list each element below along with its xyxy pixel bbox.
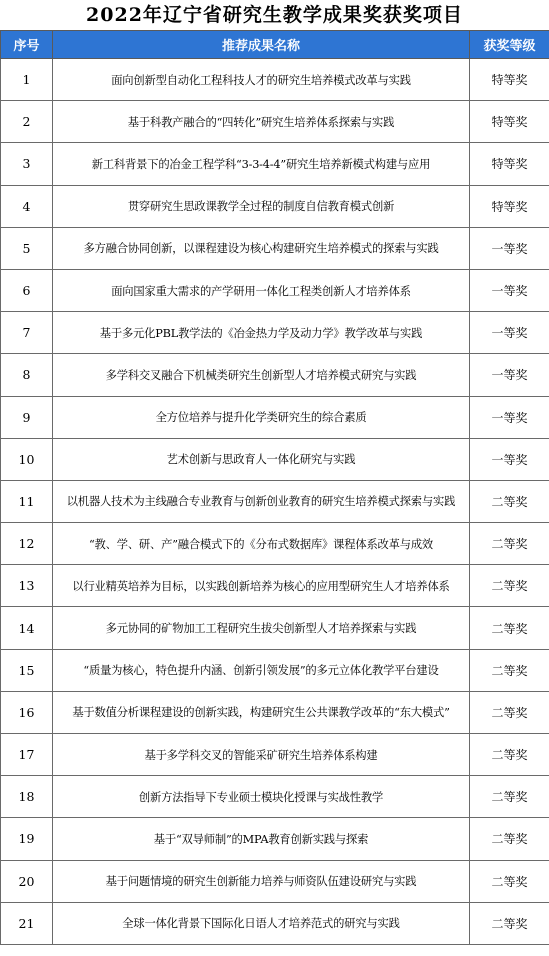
table-row — [1, 565, 549, 607]
row-name: 基于“双导师制”的MPA教育创新实践与探索 — [53, 818, 470, 860]
table-row — [1, 269, 549, 311]
row-name: 基于科教产融合的“四转化”研究生培养体系探索与实践 — [53, 101, 470, 143]
row-name: 多元协同的矿物加工工程研究生拔尖创新型人才培养探索与实践 — [53, 607, 470, 649]
row-level: 一等奖 — [470, 354, 549, 396]
row-number: 14 — [1, 607, 53, 649]
row-number: 6 — [1, 269, 53, 311]
row-name: 基于数值分析课程建设的创新实践，构建研究生公共课教学改革的“东大模式” — [53, 691, 470, 733]
row-number: 8 — [1, 354, 53, 396]
table-row — [1, 649, 549, 691]
row-level: 二等奖 — [470, 776, 549, 818]
row-name: 多学科交叉融合下机械类研究生创新型人才培养模式研究与实践 — [53, 354, 470, 396]
row-name: 全方位培养与提升化学类研究生的综合素质 — [53, 396, 470, 438]
row-level: 二等奖 — [470, 860, 549, 902]
row-level: 一等奖 — [470, 312, 549, 354]
header-level: 获奖等级 — [470, 31, 549, 59]
row-number: 7 — [1, 312, 53, 354]
table-row — [1, 101, 549, 143]
row-level: 特等奖 — [470, 185, 549, 227]
row-name: 创新方法指导下专业硕士模块化授课与实战性教学 — [53, 776, 470, 818]
table-row — [1, 438, 549, 480]
row-number: 20 — [1, 860, 53, 902]
header-no: 序号 — [1, 31, 53, 59]
table-row — [1, 185, 549, 227]
table-row — [1, 691, 549, 733]
table-row — [1, 902, 549, 944]
table-header-row — [1, 31, 549, 59]
row-number: 2 — [1, 101, 53, 143]
row-name: 基于多学科交叉的智能采矿研究生培养体系构建 — [53, 734, 470, 776]
row-level: 二等奖 — [470, 480, 549, 522]
table-row — [1, 523, 549, 565]
row-number: 10 — [1, 438, 53, 480]
row-number: 9 — [1, 396, 53, 438]
row-name: 贯穿研究生思政课教学全过程的制度自信教育模式创新 — [53, 185, 470, 227]
table-row — [1, 143, 549, 185]
table-row — [1, 480, 549, 522]
row-number: 17 — [1, 734, 53, 776]
row-level: 二等奖 — [470, 607, 549, 649]
row-level: 二等奖 — [470, 565, 549, 607]
row-name: “质量为核心，特色提升内涵、创新引领发展”的多元立体化教学平台建设 — [53, 649, 470, 691]
row-level: 一等奖 — [470, 269, 549, 311]
row-number: 15 — [1, 649, 53, 691]
row-name: 面向创新型自动化工程科技人才的研究生培养模式改革与实践 — [53, 59, 470, 101]
table-row — [1, 607, 549, 649]
table-row — [1, 227, 549, 269]
table-row — [1, 354, 549, 396]
row-number: 12 — [1, 523, 53, 565]
row-level: 二等奖 — [470, 734, 549, 776]
row-name: 面向国家重大需求的产学研用一体化工程类创新人才培养体系 — [53, 269, 470, 311]
row-level: 二等奖 — [470, 902, 549, 944]
table-row — [1, 59, 549, 101]
row-number: 13 — [1, 565, 53, 607]
table-row — [1, 396, 549, 438]
row-name: 以机器人技术为主线融合专业教育与创新创业教育的研究生培养模式探索与实践 — [53, 480, 470, 522]
row-number: 4 — [1, 185, 53, 227]
row-level: 二等奖 — [470, 691, 549, 733]
row-level: 特等奖 — [470, 59, 549, 101]
row-name: 多方融合协同创新，以课程建设为核心构建研究生培养模式的探索与实践 — [53, 227, 470, 269]
row-name: 新工科背景下的冶金工程学科“3-3-4-4”研究生培养新模式构建与应用 — [53, 143, 470, 185]
row-number: 18 — [1, 776, 53, 818]
row-number: 19 — [1, 818, 53, 860]
row-level: 一等奖 — [470, 438, 549, 480]
page-title: 2022年辽宁省研究生教学成果奖获奖项目 — [86, 4, 463, 26]
row-number: 3 — [1, 143, 53, 185]
row-name: 基于问题情境的研究生创新能力培养与师资队伍建设研究与实践 — [53, 860, 470, 902]
row-level: 特等奖 — [470, 143, 549, 185]
header-name: 推荐成果名称 — [53, 31, 470, 59]
row-name: 艺术创新与思政育人一体化研究与实践 — [53, 438, 470, 480]
row-number: 5 — [1, 227, 53, 269]
table-row — [1, 860, 549, 902]
row-name: 全球一体化背景下国际化日语人才培养范式的研究与实践 — [53, 902, 470, 944]
row-level: 一等奖 — [470, 396, 549, 438]
table-row — [1, 818, 549, 860]
row-level: 一等奖 — [470, 227, 549, 269]
awards-table — [0, 30, 549, 945]
table-row — [1, 776, 549, 818]
row-number: 21 — [1, 902, 53, 944]
table-row — [1, 312, 549, 354]
row-level: 特等奖 — [470, 101, 549, 143]
row-name: 以行业精英培养为目标，以实践创新培养为核心的应用型研究生人才培养体系 — [53, 565, 470, 607]
row-level: 二等奖 — [470, 523, 549, 565]
row-number: 11 — [1, 480, 53, 522]
row-name: 基于多元化PBL教学法的《冶金热力学及动力学》教学改革与实践 — [53, 312, 470, 354]
row-number: 16 — [1, 691, 53, 733]
row-level: 二等奖 — [470, 649, 549, 691]
row-number: 1 — [1, 59, 53, 101]
row-name: “教、学、研、产”融合模式下的《分布式数据库》课程体系改革与成效 — [53, 523, 470, 565]
row-level: 二等奖 — [470, 818, 549, 860]
table-row — [1, 734, 549, 776]
